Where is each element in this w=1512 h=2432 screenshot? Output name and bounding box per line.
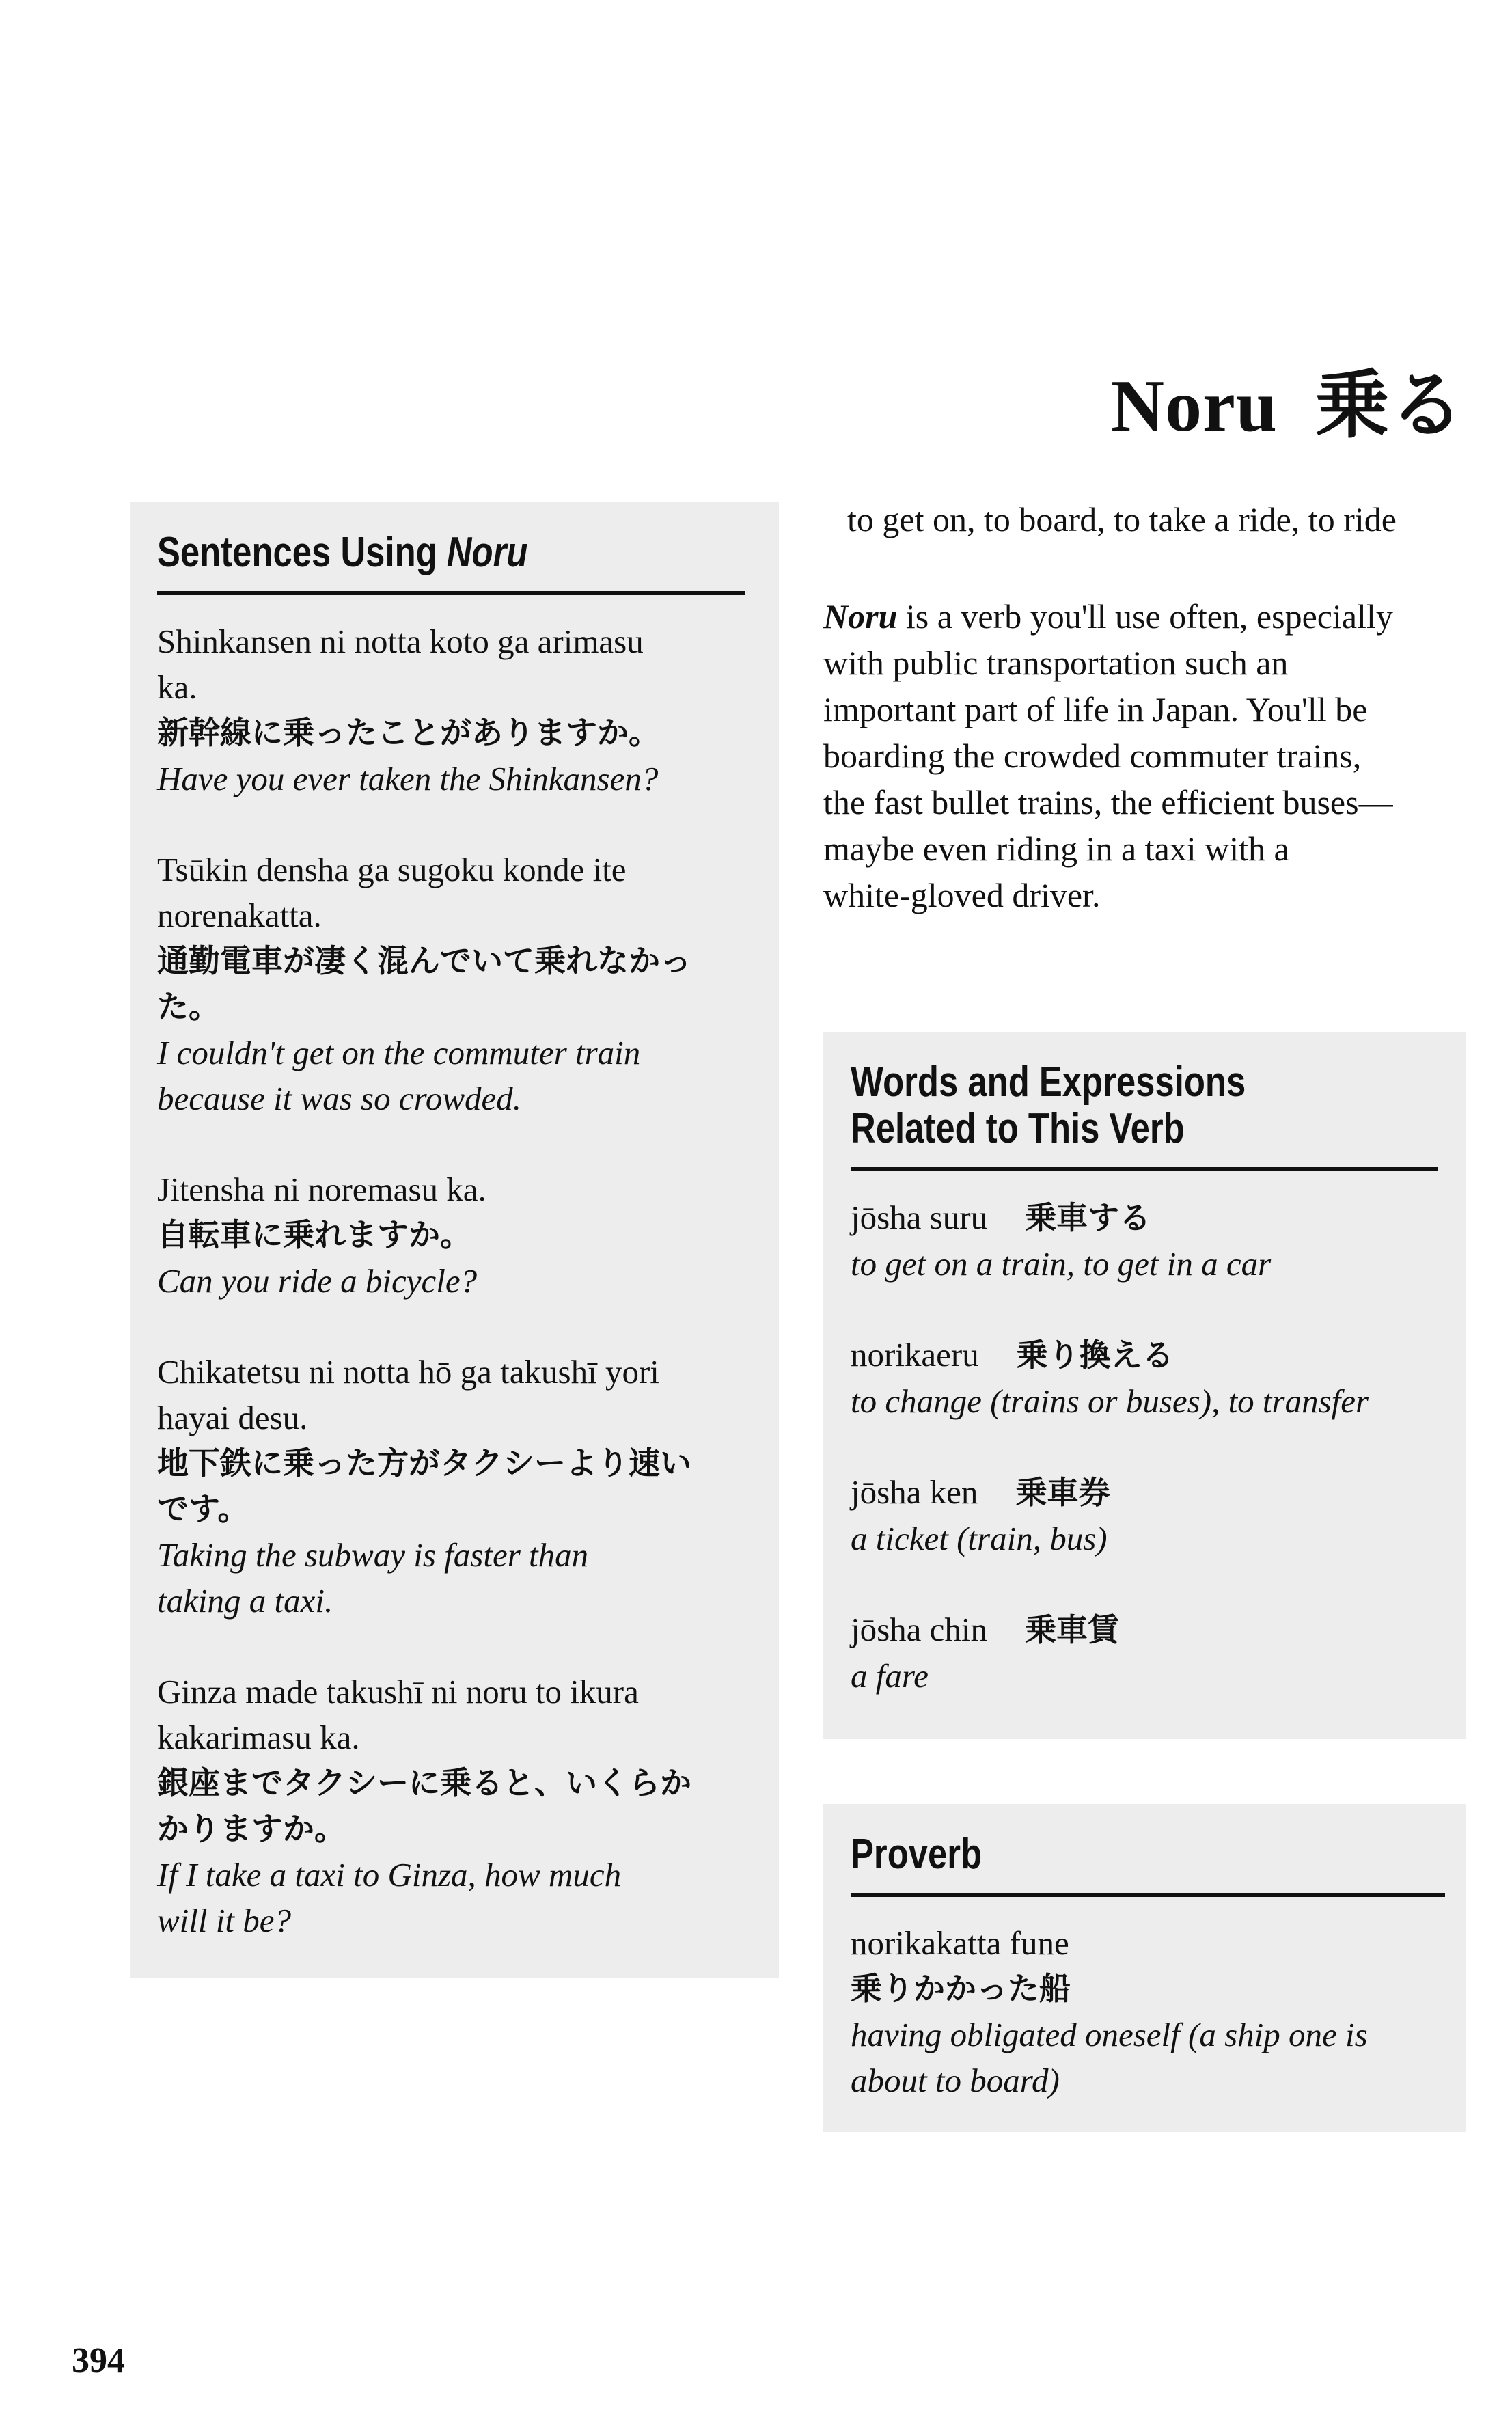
title-romaji: Noru bbox=[1110, 366, 1278, 447]
proverb-english: having obligated oneself (a ship one is bbox=[851, 2016, 1368, 2053]
intro-line: is a verb you'll use often, especially bbox=[897, 597, 1393, 636]
intro-line: maybe even riding in a taxi with a bbox=[823, 830, 1289, 868]
sentence-japanese: 自転車に乗れますか。 bbox=[157, 1216, 471, 1253]
sentence-english: Can you ride a bicycle? bbox=[157, 1262, 478, 1300]
sentence-entry bbox=[157, 618, 745, 802]
term-english: a ticket (train, bus) bbox=[851, 1520, 1108, 1557]
title-kanji: 乗る bbox=[1315, 363, 1464, 448]
intro-line: with public transportation such an bbox=[823, 644, 1289, 682]
sentence-romaji: norenakatta. bbox=[157, 897, 322, 934]
intro-paragraph bbox=[823, 593, 1466, 918]
sentence-japanese: 通勤電車が凄く混んでいて乗れなかっ bbox=[157, 942, 691, 979]
term-japanese: 乗車賃 bbox=[1025, 1611, 1120, 1648]
term-japanese: 乗り換える bbox=[1016, 1337, 1174, 1374]
sentence-japanese: です。 bbox=[157, 1490, 249, 1527]
sentence-english: Have you ever taken the Shinkansen? bbox=[157, 760, 659, 797]
sentence-entry bbox=[157, 1349, 745, 1624]
term-line bbox=[851, 1469, 1438, 1516]
sentence-japanese: た。 bbox=[157, 988, 220, 1025]
sentence-english: Taking the subway is faster than bbox=[157, 1536, 589, 1574]
term-entry bbox=[851, 1469, 1438, 1561]
term-english: to change (trains or buses), to transfer bbox=[851, 1382, 1369, 1420]
term-japanese: 乗車券 bbox=[1015, 1474, 1110, 1511]
term-entry bbox=[851, 1607, 1438, 1699]
words-heading-line: Words and Expressions bbox=[851, 1058, 1246, 1106]
sentence-english: because it was so crowded. bbox=[157, 1080, 522, 1117]
term-romaji: norikaeru bbox=[851, 1336, 979, 1374]
words-panel bbox=[823, 1032, 1466, 1739]
intro-line: the fast bullet trains, the efficient buses— bbox=[823, 783, 1393, 821]
sentence-romaji: Shinkansen ni notta koto ga arimasu bbox=[157, 623, 644, 660]
sentences-heading bbox=[157, 530, 639, 576]
sentence-japanese: 新幹線に乗ったことがありますか。 bbox=[157, 714, 660, 751]
sentence-romaji: hayai desu. bbox=[157, 1399, 308, 1436]
sentence-romaji: Chikatetsu ni notta hō ga takushī yori bbox=[157, 1353, 659, 1391]
sentence-romaji: Tsūkin densha ga sugoku konde ite bbox=[157, 851, 627, 888]
sentence-english: If I take a taxi to Ginza, how much bbox=[157, 1856, 622, 1894]
verb-definition: to get on, to board, to take a ride, to ride bbox=[847, 500, 1397, 538]
sentences-heading-prefix: Sentences Using bbox=[157, 529, 437, 576]
term-english: a fare bbox=[851, 1657, 929, 1695]
words-heading-line: Related to This Verb bbox=[851, 1105, 1185, 1152]
intro-lead-word: Noru bbox=[823, 597, 898, 636]
term-entry bbox=[851, 1332, 1438, 1424]
page-number: 394 bbox=[72, 2341, 125, 2380]
sentence-entry bbox=[157, 1166, 745, 1304]
sentences-heading-rule bbox=[157, 591, 745, 595]
sentence-entry bbox=[157, 847, 745, 1121]
intro-line: boarding the crowded commuter trains, bbox=[823, 737, 1362, 775]
term-romaji: jōsha chin bbox=[851, 1611, 988, 1648]
proverb-romaji: norikakatta fune bbox=[851, 1924, 1069, 1962]
sentence-english: will it be? bbox=[157, 1902, 291, 1939]
sentence-romaji: Ginza made takushī ni noru to ikura bbox=[157, 1673, 639, 1710]
sentences-panel bbox=[130, 502, 779, 1978]
words-heading-rule bbox=[851, 1167, 1438, 1171]
proverb-panel bbox=[823, 1804, 1466, 2132]
term-line bbox=[851, 1194, 1438, 1241]
sentence-english: I couldn't get on the commuter train bbox=[157, 1034, 641, 1071]
page-title bbox=[1110, 363, 1464, 448]
proverb-heading: Proverb bbox=[851, 1831, 982, 1878]
sentence-romaji: kakarimasu ka. bbox=[157, 1719, 360, 1756]
term-line bbox=[851, 1607, 1438, 1653]
term-romaji: jōsha suru bbox=[851, 1199, 988, 1236]
proverb-heading-rule bbox=[851, 1893, 1445, 1897]
proverb-english: about to board) bbox=[851, 2062, 1060, 2099]
proverb-japanese: 乗りかかった船 bbox=[851, 1970, 1071, 2007]
term-japanese: 乗車する bbox=[1025, 1199, 1151, 1236]
sentence-japanese: かりますか。 bbox=[157, 1810, 346, 1847]
sentence-romaji: ka. bbox=[157, 668, 197, 706]
sentence-romaji: Jitensha ni noremasu ka. bbox=[157, 1171, 486, 1208]
term-romaji: jōsha ken bbox=[851, 1473, 978, 1511]
sentence-japanese: 銀座までタクシーに乗ると、いくらか bbox=[157, 1764, 691, 1801]
sentence-entry bbox=[157, 1669, 745, 1943]
term-line bbox=[851, 1332, 1438, 1378]
intro-line: white-gloved driver. bbox=[823, 876, 1101, 914]
sentences-heading-word: Noru bbox=[446, 529, 528, 576]
sentence-japanese: 地下鉄に乗った方がタクシーより速い bbox=[157, 1445, 691, 1481]
intro-line: important part of life in Japan. You'll be bbox=[823, 690, 1368, 728]
sentence-english: taking a taxi. bbox=[157, 1582, 333, 1620]
term-english: to get on a train, to get in a car bbox=[851, 1245, 1272, 1283]
term-entry bbox=[851, 1194, 1438, 1287]
